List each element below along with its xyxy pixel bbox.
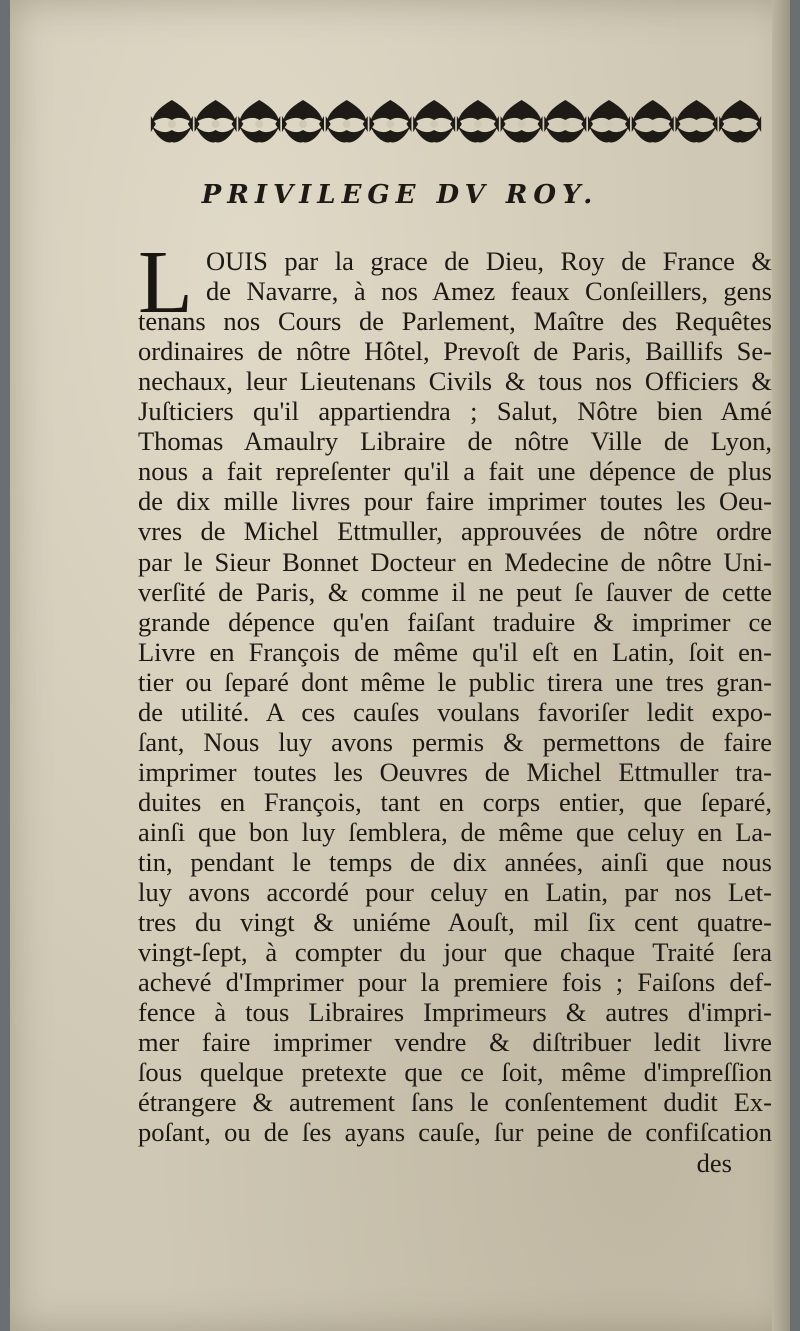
fleuron-ornament: [588, 100, 630, 142]
text-line: achevé d'Imprimer pour la premiere fois ; Faiſons def-: [138, 967, 772, 998]
printers-ornament-band: [150, 96, 762, 148]
fleuron-ornament: [326, 100, 368, 142]
text-line: étrangere & autrement ſans le conſentement dudit Ex-: [138, 1087, 772, 1118]
fleuron-ornament: [195, 100, 237, 142]
text-line: ſous quelque pretexte que ce ſoit, même d'impreſſion: [138, 1057, 772, 1088]
catchword: des: [696, 1147, 732, 1178]
text-line: grande dépence qu'en faiſant traduire & imprimer ce: [138, 606, 772, 637]
fleuron-ornament: [501, 100, 543, 142]
text-line: Thomas Amaulry Libraire de nôtre Ville de Lyon,: [138, 426, 772, 457]
text-line: par le Sieur Bonnet Docteur en Medecine de nôtre Uni-: [138, 546, 772, 577]
text-line: ſant, Nous luy avons permis & permettons de faire: [138, 726, 772, 757]
text-line: ainſi que bon luy ſemblera, de même que celuy en La-: [138, 816, 772, 847]
fleuron-ornament: [632, 100, 674, 142]
fleuron-ornament: [151, 100, 193, 142]
drop-cap-initial: L: [138, 233, 193, 332]
text-line: de dix mille livres pour faire imprimer toutes les Oeu-: [138, 486, 772, 517]
text-line: Livre en François de même qu'il eſt en Latin, ſoit en-: [138, 636, 772, 667]
text-line: imprimer toutes les Oeuvres de Michel Ettmuller tra-: [138, 756, 772, 787]
text-line: verſité de Paris, & comme il ne peut ſe ſauver de cette: [138, 576, 772, 607]
text-line: de Navarre, à nos Amez feaux Conſeillers, gens: [206, 276, 772, 307]
page-title: PRIVILEGE DV ROY.: [201, 180, 599, 210]
fleuron-ornament: [719, 100, 761, 142]
fleuron-ornament: [282, 100, 324, 142]
text-line: de utilité. A ces cauſes voulans favoriſer ledit expo-: [138, 696, 772, 727]
text-line: ordinaires de nôtre Hôtel, Prevoſt de Paris, Baillifs Se-: [138, 336, 772, 367]
fleuron-ornament: [457, 100, 499, 142]
text-line: fence à tous Libraires Imprimeurs & autres d'impri-: [138, 997, 772, 1028]
fleuron-ornament: [675, 100, 717, 142]
fleuron-ornament: [544, 100, 586, 142]
text-line: OUIS par la grace de Dieu, Roy de France &: [206, 246, 772, 276]
text-line: tin, pendant le temps de dix années, ainſi que nous: [138, 847, 772, 877]
book-page: [10, 0, 790, 1331]
text-line: vingt-ſept, à compter du jour que chaque Traité ſera: [138, 937, 772, 968]
text-line: luy avons accordé pour celuy en Latin, par nos Let-: [138, 877, 772, 908]
text-line: Juſticiers qu'il appartiendra ; Salut, Nôtre bien Amé: [138, 396, 772, 427]
text-line: nechaux, leur Lieutenans Civils & tous nos Officiers &: [138, 366, 772, 397]
text-line: nous a fait repreſenter qu'il a fait une dépence de plus: [138, 456, 772, 487]
text-line: tres du vingt & uniéme Aouſt, mil ſix cent quatre-: [138, 907, 772, 938]
fleuron-ornament: [413, 100, 455, 142]
text-line: mer faire imprimer vendre & diſtribuer ledit livre: [138, 1027, 772, 1058]
fleuron-ornament: [238, 100, 280, 142]
text-line: poſant, ou de ſes ayans cauſe, ſur peine de confiſcation: [138, 1117, 772, 1148]
text-line: vres de Michel Ettmuller, approuvées de nôtre ordre: [138, 516, 772, 547]
text-line: duites en François, tant en corps entier, que ſeparé,: [138, 786, 772, 817]
text-line: tenans nos Cours de Parlement, Maître des Requêtes: [138, 306, 772, 337]
text-line: tier ou ſeparé dont même le public tirera une tres gran-: [138, 666, 772, 697]
fleuron-ornament: [369, 100, 411, 142]
